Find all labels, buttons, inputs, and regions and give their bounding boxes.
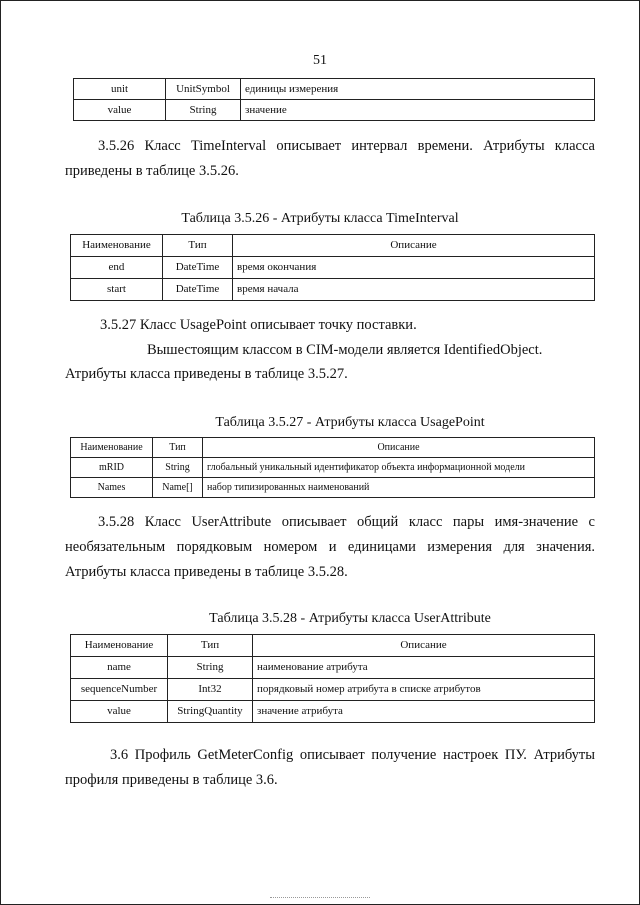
column-header: Наименование <box>71 235 163 257</box>
paragraph-3-5-27 <box>100 313 600 338</box>
table-row <box>71 279 595 301</box>
table-row <box>71 657 595 679</box>
page-number: 51 <box>313 53 327 68</box>
table-cell: String <box>168 657 253 679</box>
table-cell: String <box>153 458 203 478</box>
table-header-row <box>71 438 595 458</box>
paragraph-line: 3.5.26 Класс TimeInterval описывает интервал времени. Атрибуты класса <box>98 138 595 154</box>
table-caption: Таблица 3.5.27 - Атрибуты класса UsagePoint <box>215 415 485 430</box>
table-cell: время начала <box>233 279 595 301</box>
table-cell: name <box>71 657 168 679</box>
column-header: Наименование <box>71 635 168 657</box>
table-header-row <box>71 635 595 657</box>
table-cell: значение атрибута <box>253 701 595 723</box>
table-cell: String <box>166 100 241 121</box>
paragraph-3-5-27-cont <box>147 338 597 363</box>
table-cell: значение <box>241 100 595 121</box>
table-cell: UnitSymbol <box>166 79 241 100</box>
paragraph-3-5-27-end <box>65 362 595 387</box>
table-cell: value <box>74 100 166 121</box>
table-row <box>74 100 595 121</box>
table-3-5-26 <box>70 234 595 301</box>
paragraph-line: 3.5.27 Класс UsagePoint описывает точку поставки. <box>100 317 417 333</box>
table-caption: Таблица 3.5.26 - Атрибуты класса TimeInterval <box>181 211 459 226</box>
table-3-5-28 <box>70 634 595 723</box>
table-cell: value <box>71 701 168 723</box>
table-cell: unit <box>74 79 166 100</box>
table-row <box>71 679 595 701</box>
table-cell: наименование атрибута <box>253 657 595 679</box>
column-header: Описание <box>253 635 595 657</box>
paragraph-line: профиля приведены в таблице 3.6. <box>65 772 278 788</box>
paragraph-line: необязательным порядковым номером и единицами измерения для значения. <box>65 539 595 555</box>
table-3-5-27 <box>70 437 595 498</box>
table-row <box>71 458 595 478</box>
table-cell: порядковый номер атрибута в списке атрибутов <box>253 679 595 701</box>
table-cell: mRID <box>71 458 153 478</box>
table-cell: глобальный уникальный идентификатор объекта информационной модели <box>203 458 595 478</box>
table-row <box>71 257 595 279</box>
paragraph-line: Вышестоящим классом в CIM-модели является IdentifiedObject. <box>147 342 543 358</box>
column-header: Описание <box>203 438 595 458</box>
paragraph-3-5-28 <box>65 510 595 585</box>
table-cell: Int32 <box>168 679 253 701</box>
table-continued <box>73 78 595 121</box>
paragraph-line: Атрибуты класса приведены в таблице 3.5.28. <box>65 564 348 580</box>
paragraph-3-6 <box>65 743 595 793</box>
table-header-row <box>71 235 595 257</box>
table-cell: DateTime <box>163 257 233 279</box>
table-cell: единицы измерения <box>241 79 595 100</box>
paragraph-line: приведены в таблице 3.5.26. <box>65 163 239 179</box>
table-cell: sequenceNumber <box>71 679 168 701</box>
paragraph-line: Атрибуты класса приведены в таблице 3.5.27. <box>65 366 348 382</box>
table-cell: набор типизированных наименований <box>203 478 595 498</box>
table-cell: Name[] <box>153 478 203 498</box>
paragraph-3-5-26 <box>65 134 595 184</box>
column-header: Тип <box>163 235 233 257</box>
table-cell: start <box>71 279 163 301</box>
table-row <box>71 701 595 723</box>
column-header: Наименование <box>71 438 153 458</box>
column-header: Тип <box>153 438 203 458</box>
table-cell: Names <box>71 478 153 498</box>
paragraph-line: 3.5.28 Класс UserAttribute описывает общий класс пары имя-значение с <box>98 514 595 530</box>
column-header: Описание <box>233 235 595 257</box>
table-cell: StringQuantity <box>168 701 253 723</box>
scan-artifact-divider <box>270 897 370 901</box>
table-cell: время окончания <box>233 257 595 279</box>
column-header: Тип <box>168 635 253 657</box>
table-cell: DateTime <box>163 279 233 301</box>
table-cell: end <box>71 257 163 279</box>
table-caption: Таблица 3.5.28 - Атрибуты класса UserAttribute <box>209 611 491 626</box>
table-row <box>71 478 595 498</box>
paragraph-line: 3.6 Профиль GetMeterConfig описывает получение настроек ПУ. Атрибуты <box>110 747 595 763</box>
table-row <box>74 79 595 100</box>
